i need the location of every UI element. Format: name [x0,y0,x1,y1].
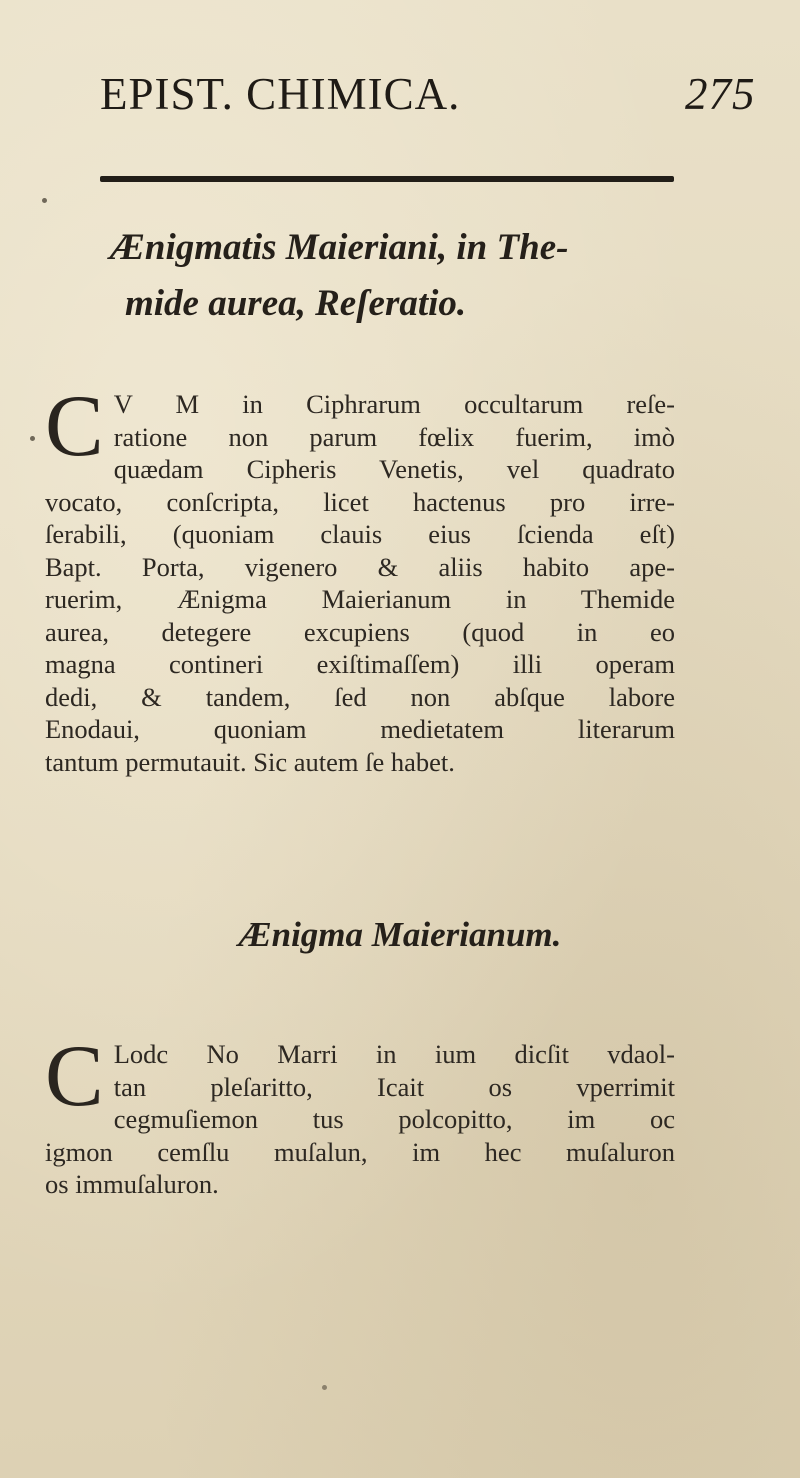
text-line: ſerabili, (quoniam clauis eius ſcienda eſt) [45,519,675,549]
running-header [100,68,756,120]
text-line: igmon cemſlu muſalun, im hec muſaluron [45,1136,675,1167]
text-line: os immuſaluron. [45,1169,219,1199]
paragraph-2 [45,1028,675,1201]
text-line: ruerim, Ænigma Maierianum in Themide [45,584,675,614]
dropcap: C [45,378,104,475]
dropcap: C [45,1028,104,1125]
title-line-2: mide aurea, Reſeratio. [125,283,467,324]
page-number: 275 [685,69,756,119]
title-line-1: Ænigmatis Maieriani, in The- [110,227,569,268]
text-line: Lodc No Marri in ium dicſit vdaol- [113,1039,675,1069]
paragraph-1 [45,378,675,778]
section-title [110,220,710,332]
paper-speck [42,198,47,203]
text-line: aurea, detegere excupiens (quod in eo [45,616,675,647]
text-line: quædam Cipheris Venetis, vel quadrato [113,454,675,484]
text-line: cegmuſiemon tus polcopitto, im oc [113,1104,675,1134]
text-line: V M in Ciphrarum occultarum reſe- [113,389,675,419]
text-line: vocato, conſcripta, licet hactenus pro irre- [45,486,675,517]
text-line: ratione non parum fœlix fuerim, imò [113,421,675,452]
text-line: Bapt. Porta, vigenero & aliis habito ape- [45,551,675,582]
paper-speck [30,436,35,441]
text-line: Enodaui, quoniam medietatem literarum [45,714,675,744]
header-rule [100,176,674,182]
text-line: dedi, & tandem, ſed non abſque labore [45,681,675,712]
enigma-subtitle: Ænigma Maierianum. [238,915,562,954]
text-line: tantum permutauit. Sic autem ſe habet. [45,746,455,777]
running-title: EPIST. CHIMICA. [100,69,461,119]
paper-speck [322,1385,327,1390]
text-line: tan pleſaritto, Icait os vperrimit [113,1071,675,1102]
text-line: magna contineri exiſtimaſſem) illi operam [45,649,675,679]
